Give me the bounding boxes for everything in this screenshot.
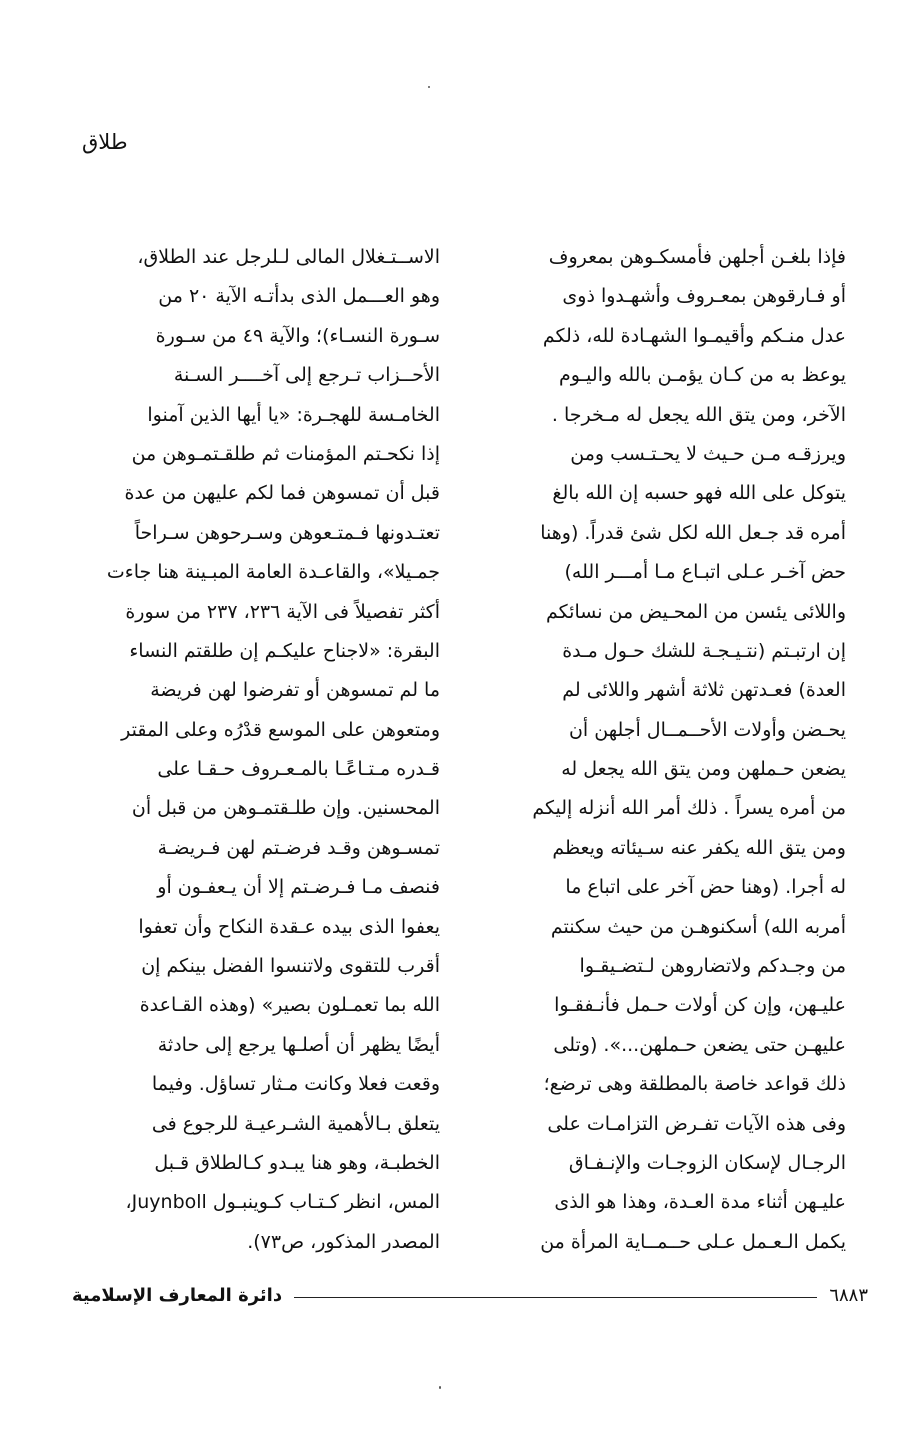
text-line: العدة) فعـدتهن ثلاثة أشهر واللائى لم (562, 679, 846, 702)
text-line: أمره قد جـعل الله لكل شئ قدراً. (وهنا (540, 521, 846, 544)
text-line: عدل منـكم وأقيمـوا الشهـادة لله، ذلكم (542, 324, 846, 347)
text-line: تعتـدونها فـمتـعوهن وسـرحوهن سـراحاً (134, 521, 440, 544)
left-text-column (84, 238, 440, 1262)
text-line: الرجـال لإسكان الزوجـات والإنـفـاق (568, 1151, 846, 1174)
text-line: حض آخـر عـلى اتبـاع مـا أمـــر الله) (564, 561, 846, 584)
text-line: أيضًا يظهر أن أصلـها يرجع إلى حادثة (157, 1033, 440, 1056)
page-number: ٦٨٨٣ (829, 1284, 868, 1306)
text-line: عليهـن حتى يضعن حـملهن...». (وتلى (553, 1033, 846, 1056)
footer-divider (294, 1297, 817, 1298)
text-line: أكثر تفصيلاً فى الآية ٢٣٦، ٢٣٧ من سورة (125, 600, 440, 623)
text-line: يتوكل على الله فهو حسبه إن الله بالغ (552, 482, 846, 505)
text-line: ويرزقـه مـن حـيث لا يحـتـسب ومن (570, 442, 846, 465)
text-line: عليـهن، وإن كن أولات حـمل فأنـفقـوا (554, 994, 846, 1017)
text-line: الله بما تعمـلون بصير» (وهذه القـاعدة (139, 994, 440, 1017)
text-line: تمسـوهن وقـد فرضـتم لهن فـريضـة (157, 836, 440, 859)
text-line: يتعلق بـالأهمية الشـرعيـة للرجوع فى (151, 1112, 440, 1135)
text-line: فإذا بلغـن أجلهن فأمسكـوهن بمعروف (548, 246, 846, 268)
text-line: البقرة: «لاجناح عليكـم إن طلقتم النساء (129, 639, 440, 662)
text-line: الآخر، ومن يتق الله يجعل له مـخرجا . (551, 403, 846, 426)
footer-publication-title: دائرة المعارف الإسلامية (72, 1284, 283, 1306)
text-line: الخامـسة للهجـرة: «يا أيها الذين آمنوا (147, 403, 440, 426)
text-line: جمـيلا»، والقاعـدة العامة المبـينة هنا جاءت (106, 561, 440, 584)
scan-speck (428, 86, 430, 88)
text-line: يوعظ به من كـان يؤمـن بالله واليـوم (559, 364, 846, 387)
text-line: من أمره يسراً . ذلك أمر الله أنزله إليكم (532, 797, 846, 820)
text-line: وقعت فعلا وكانت مـثار تساؤل. وفيما (151, 1073, 440, 1096)
text-line: الخطبـة، وهو هنا يبـدو كـالطلاق قـبل (154, 1151, 440, 1174)
text-line: عليـهن أثناء مدة العـدة، وهذا هو الذى (554, 1191, 846, 1214)
scan-speck (439, 1386, 441, 1389)
text-line: وفى هذه الآيات تفـرض التزامـات على (547, 1112, 846, 1135)
text-line: يضعن حـملهن ومن يتق الله يجعل له (561, 758, 846, 781)
text-line: المصدر المذكور، ص٧٣). (247, 1230, 440, 1253)
text-line: سـورة النسـاء)؛ والآية ٤٩ من سـورة (155, 324, 440, 347)
text-line: ومتعوهن على الموسع قدْرُه وعلى المقتر (121, 718, 440, 741)
text-line: المس، انظر كـتـاب كـوينبـول Juynboll، (125, 1191, 440, 1214)
text-line: من وجـدكم ولاتضاروهن لـتضـيقـوا (579, 955, 846, 978)
text-line: وهو العـــمل الذى بدأتـه الآية ٢٠ من (158, 285, 440, 308)
running-header-title: طلاق (82, 130, 128, 154)
text-line: له أجرا. (وهنا حض آخر على اتباع ما (565, 876, 846, 899)
text-line: إن ارتبـتم (نتـيـجـة للشك حـول مـدة (562, 639, 846, 662)
text-line: يكمل الـعـمل عـلى حــمــاية المرأة من (540, 1230, 846, 1253)
text-line: الاســتـغلال المالى لـلرجل عند الطلاق، (137, 246, 440, 268)
text-line: ذلك قواعد خاصة بالمطلقة وهى ترضع؛ (543, 1073, 846, 1096)
text-line: يحـضن وأولات الأحــمــال أجلهن أن (568, 718, 846, 741)
text-line: أمربه الله) أسكنوهـن من حيث سكنتم (550, 915, 846, 938)
text-line: ومن يتق الله يكفر عنه سـيئاته ويعظم (552, 836, 846, 859)
text-line: قـدره مـتـاعًـا بالمـعـروف حـقـا على (157, 758, 440, 781)
text-line: أقرب للتقوى ولاتنسوا الفضل بينكم إن (141, 955, 440, 978)
text-line: قبل أن تمسوهن فما لكم عليهن من عدة (124, 482, 440, 505)
page-footer (72, 1280, 868, 1310)
text-line: إذا نكحـتم المؤمنات ثم طلقـتمـوهن من (131, 442, 440, 465)
text-line: الأحــزاب تـرجع إلى آخــــر السـنة (173, 364, 440, 387)
right-text-column (490, 238, 846, 1262)
text-line: المحسنين. وإن طلـقتمـوهن من قبل أن (131, 797, 440, 820)
text-line: واللائى يئسن من المحـيض من نسائكم (546, 600, 846, 623)
text-line: أو فـارقوهن بمعـروف وأشهـدوا ذوى (562, 285, 846, 308)
text-line: يعفوا الذى بيده عـقدة النكاح وأن تعفوا (138, 915, 440, 938)
text-line: فنصف مـا فـرضـتم إلا أن يـعفـون أو (157, 876, 440, 899)
text-line: ما لم تمسوهن أو تفرضوا لهن فريضة (150, 679, 440, 702)
